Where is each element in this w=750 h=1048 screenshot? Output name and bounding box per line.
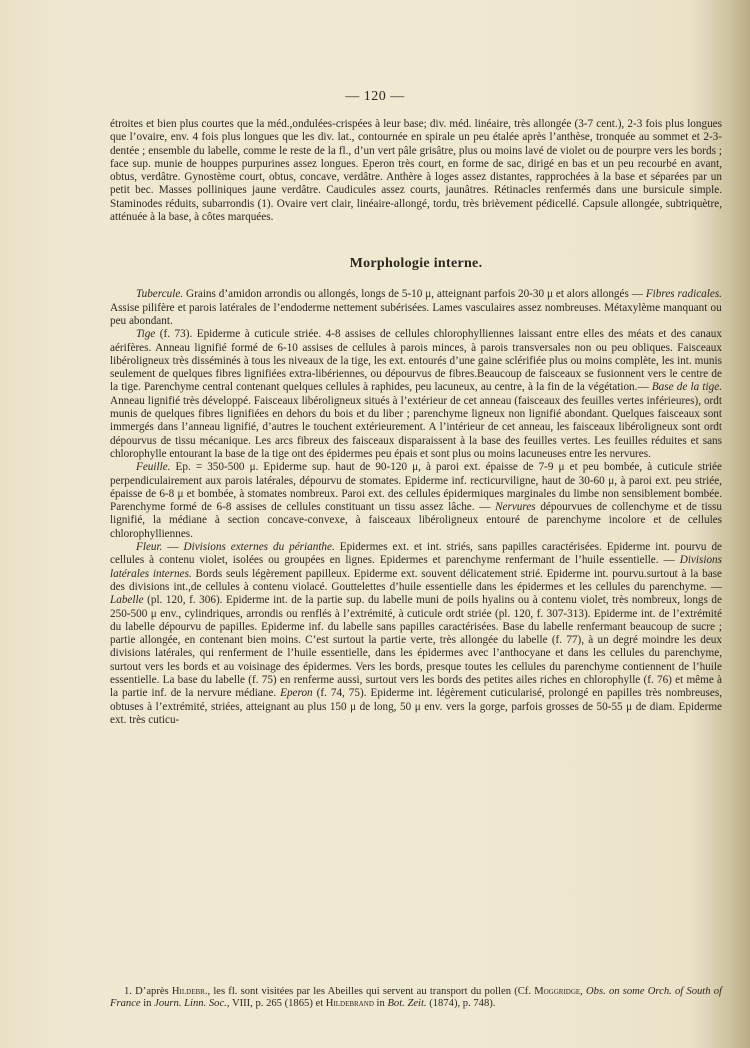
term-fibres-radicales: Fibres radicales. (645, 288, 722, 301)
term-labelle: Labelle (110, 594, 144, 607)
page-number: — 120 — (345, 89, 405, 104)
term-divisions-laterales: Divisions latérales internes. (110, 554, 722, 580)
term-fleur: Fleur. (136, 541, 163, 554)
term-tige: Tige (136, 328, 156, 341)
term-divisions-externes: Divisions externes du périanthe. (183, 541, 335, 554)
term-base-de-la-tige: Base de la tige. (651, 381, 722, 394)
paragraph-tige: Tige (f. 73). Epiderme à cuticule striée. 4-8 assises de cellules chlorophylliennes laissant entre elles des méats et des canaux aérifères. Anneau lignifié formé de 6-10 assises de cellules à parois minces, à parois transversales non ou peu obliques. Faisceaux libéroligneux très disséminés à tous les niveaux de la tige, les ext. entourés d’une gaine sclérifiée plus ou moins complète, les int. munis seulement de quelques fibres lignifiées extra-libériennes, ou dépourvus de fibres.Beaucoup de faisceaux se fusionnent vers le centre de la tige. Parenchyme central contenant quelques cellules à raphides, peu lacuneux, au centre, à la fin de la végétation.— Base de la tige. Anneau lignifié très développé. Faisceaux libéroligneux situés à l’extérieur de cet anneau (faisceaux des feuilles vertes inférieures), ordt munis de quelques fibres lignifiées en dehors du bois et du liber ; parenchyme ligneux non lignifié abondant. Quelques faisceaux sont immergés dans l’anneau lignifié, d’autres le touchent extérieurement. A l’intérieur de cet anneau, les faisceaux libéroligneux sont ordt dépourvus de tissu mécanique. Les arcs fibreux des faisceaux disparaissent à la base des feuilles vertes. Les feuilles réduites et sans chlorophylle entourant la base de la tige ont des épidermes peu épais et sont plus ou moins lacuneuses entre les nervures. (110, 328, 722, 460)
intro-paragraph: étroites et bien plus courtes que la méd.,ondulées-crispées à leur base; div. méd. linéaire, très allongée (3-7 cent.), 2-3 fois plus longues que l’ovaire, env. 4 fois plus longues que les div. lat., contournée en spirale un peu étalée après l’anthèse, tronquée au sommet et 2-3-dentée ; ensemble du labelle, comme le reste de la fl., d’un vert pâle grisâtre, plus ou moins lavé de violet ou de pourpre vers les bords ; face sup. munie de houppes purpurines assez longues. Eperon très court, en forme de sac, dirigé en bas et un peu recourbé en avant, obtus, verdâtre. Gynostème court, obtus, concave, verdâtre. Anthère à loges assez distantes, rapprochées à la base et séparées par un petit bec. Masses polliniques jaune verdâtre. Caudicules assez courts, jaunâtres. Rétinacles renfermés dans une bursicule simple. Staminodes réduits, subarrondis (1). Ovaire vert clair, linéaire-allongé, tordu, très brièvement pédicellé. Capsule allongée, subtriquètre, atténuée à la base, à côtes marquées. (110, 118, 722, 224)
footnote (110, 986, 722, 1010)
term-nervures: Nervures (495, 501, 536, 514)
term-tubercule: Tubercule. (136, 288, 184, 301)
paragraph-feuille: Feuille. Ep. = 350-500 μ. Epiderme sup. haut de 90-120 μ, à paroi ext. épaisse de 7-9 μ et peu bombée, à cuticule striée perpendiculairement aux parois latérales, dépourvu de stomates. Epiderme inf. recticurviligne, haut de 30-60 μ, à paroi ext. peu striée, épaisse de 6-8 μ et bombée, à stomates nombreux. Paroi ext. des cellules épidermiques marginales du limbe non sensiblement bombée. Parenchyme formé de 6-8 assises de cellules constituant un tissu assez lâche. — Nervures dépourvues de collenchyme et de tissu lignifié, la médiane à section concave-convexe, à faisceaux libéroligneux entouré de parenchyme incolore et de cellules chlorophylliennes. (110, 461, 722, 540)
paragraph-fleur: Fleur. — Divisions externes du périanthe. Epidermes ext. et int. striés, sans papilles caractérisées. Epiderme int. pourvu de cellules à contenu violet, isolées ou groupées en lignes. Epidermes et parenchyme renfermant de l’huile essentielle. — Divisions latérales internes. Bords seuls légèrement papilleux. Epiderme ext. souvent délicatement strié. Epiderme int. pourvu.surtout à la base des divisions int.,de cellules à contenu violacé. Gouttelettes d’huile essentielle dans les épidermes et les cellules du parenchyme. — Labelle (pl. 120, f. 306). Epiderme int. de la partie sup. du labelle muni de poils hyalins ou à contenu violet, très nombreux, longs de 250-500 μ env., cylindriques, arrondis ou renflés à l’extrémité, à cuticule ordt striée (pl. 120, f. 307-313). Epiderme int. de l’extrémité du labelle dépourvu de papilles. Epiderme inf. du labelle sans papilles caractérisées. Base du labelle renfermant beaucoup de sucre ; partie allongée, en contenant bien moins. C’est surtout la partie verte, très allongée du labelle (f. 77), à un degré moindre les deux divisions latérales, qui renferment de l’huile essentielle, dans les épidermes avec l’anthocyane et dans les cellules du parenchyme, surtout vers les bords et au voisinage des épidermes. Vers les bords, presque toutes les cellules du parenchyme contiennent de l’huile essentielle. La base du labelle (f. 75) en renferme aussi, surtout vers les bords des petites ailes riches en chlorophylle (f. 76) et même à la partie inf. de la nervure médiane. Eperon (f. 74, 75). Epiderme int. légèrement cuticularisé, prolongé en papilles très nombreuses, obtuses à l’extrémité, striées, atteignant au plus 150 μ de long, 50 μ env. vers la gorge, parfois grosses de 50-55 μ de diam. Epiderme ext. très cuticu- (110, 541, 722, 726)
term-eperon: Eperon (280, 687, 313, 700)
paragraph-tubercule: Tubercule. Grains d’amidon arrondis ou allongés, longs de 5-10 μ, atteignant parfois 20-30 μ et alors allongés — Fibres radicales. Assise pilifère et parois latérales de l’endoderme nettement subérisées. Lames vasculaires assez nombreuses. Métaxylème manquant ou peu abondant. (110, 288, 722, 327)
footnote-text: 1. D’après Hildebr., les fl. sont visitées par les Abeilles qui servent au transport du pollen (Cf. Moggridge, Obs. on some Orch. of South of France in Journ. Linn. Soc., VIII, p. 265 (1865) et Hildebrand in Bot. Zeit. (1874), p. 748). (110, 986, 722, 1009)
main-text (110, 118, 722, 727)
term-feuille: Feuille. (136, 461, 171, 474)
section-heading: Morphologie interne. (349, 256, 483, 272)
